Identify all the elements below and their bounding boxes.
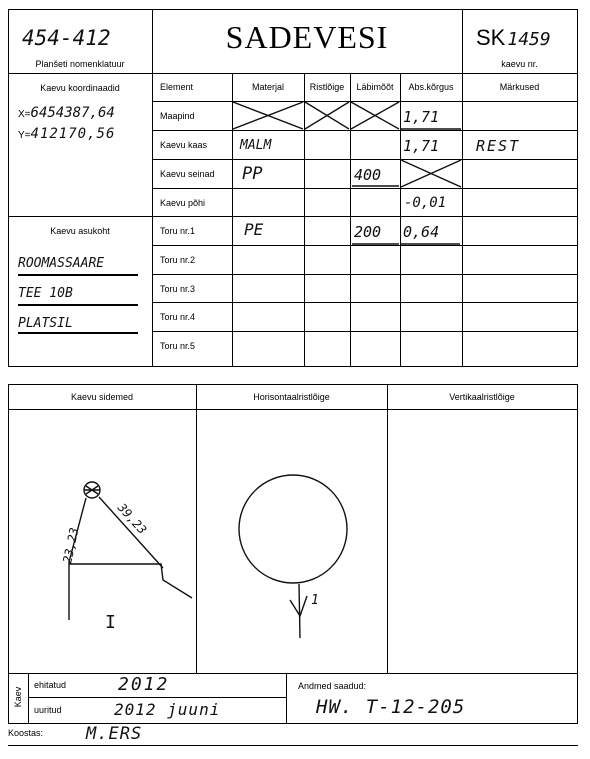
table-cell-abs-height: 1,71 xyxy=(403,137,440,155)
page-title: SADEVESI xyxy=(225,19,389,55)
location-label: Kaevu asukoht xyxy=(50,226,110,236)
header-material: Materjal xyxy=(251,82,284,92)
pipe-arrow-icon xyxy=(290,584,307,638)
pipe-number: 1 xyxy=(311,593,319,608)
table-row-element: Kaevu põhi xyxy=(160,198,206,208)
building-outline xyxy=(69,562,192,620)
table-cell-diameter: 400 xyxy=(354,166,382,184)
map-sheet-label: Planšeti nomenklatuur xyxy=(35,59,125,69)
header-diameter: Läbimõõt xyxy=(356,82,394,92)
coordinates-label: Kaevu koordinaadid xyxy=(40,83,120,93)
source-label: Andmed saadud: xyxy=(298,681,367,691)
coordinate-y-value: 412170,56 xyxy=(30,126,116,142)
table-cell-material: MALM xyxy=(240,138,272,153)
horizontal-section-sketch xyxy=(197,410,387,673)
header-element: Element xyxy=(160,82,194,92)
well-number-prefix: SK xyxy=(476,25,506,50)
horizontal-section-label: Horisontaalristlõige xyxy=(253,392,330,402)
built-value: 2012 xyxy=(118,674,170,695)
coordinate-y-prefix: Y= xyxy=(18,130,31,141)
vertical-section-label: Vertikaalristlõige xyxy=(449,392,515,402)
table-cell-diameter: 200 xyxy=(354,223,382,241)
built-label: ehitatud xyxy=(34,680,67,690)
well-number-value: 1459 xyxy=(507,29,551,50)
table-cell-abs-height: -0,01 xyxy=(404,195,447,211)
well-number-label: kaevu nr. xyxy=(501,59,538,69)
table-row-element: Toru nr.5 xyxy=(160,341,196,351)
location-line-2: TEE 10B xyxy=(18,286,73,301)
author-label: Koostas: xyxy=(8,728,44,738)
well-circle xyxy=(239,475,347,583)
table-cell-abs-height: 0,64 xyxy=(403,223,440,241)
coordinate-x-value: 6454387,64 xyxy=(30,105,115,121)
table-cell-material: PP xyxy=(242,164,263,184)
coordinate-x-prefix: X= xyxy=(18,109,31,120)
map-sheet-value: 454-412 xyxy=(22,26,111,50)
building-mark: I xyxy=(105,612,116,633)
tie-label-a: 23,23 xyxy=(60,526,82,565)
well-side-label: Kaev xyxy=(13,686,23,708)
table-cell-material: PE xyxy=(244,220,264,239)
tie-label-b: 39,23 xyxy=(114,500,150,537)
location-line-3: PLATSIL xyxy=(18,316,73,331)
ties-label: Kaevu sidemed xyxy=(70,392,134,402)
table-row-element: Toru nr.1 xyxy=(160,226,196,236)
table-cell-remarks: REST xyxy=(476,137,521,155)
location-line-1: ROOMASSAARE xyxy=(18,256,105,271)
header-abs-height: Abs.kõrgus xyxy=(408,82,454,92)
ties-sketch xyxy=(9,410,196,673)
surveyed-label: uuritud xyxy=(34,705,62,715)
source-value: HW. T-12-205 xyxy=(316,696,466,718)
table-row-element: Toru nr.4 xyxy=(160,312,196,322)
table-cell-abs-height: 1,71 xyxy=(403,108,440,126)
table-row-element: Maapind xyxy=(160,111,195,121)
table-row-element: Toru nr.3 xyxy=(160,284,196,294)
table-row-element: Kaevu kaas xyxy=(160,140,208,150)
surveyed-value: 2012 juuni xyxy=(114,700,221,719)
header-remarks: Märkused xyxy=(499,82,540,92)
author-value: M.ERS xyxy=(86,724,143,744)
header-cross-section: Ristlõige xyxy=(309,82,345,92)
table-row-element: Toru nr.2 xyxy=(160,255,196,265)
table-row-element: Kaevu seinad xyxy=(160,169,215,179)
